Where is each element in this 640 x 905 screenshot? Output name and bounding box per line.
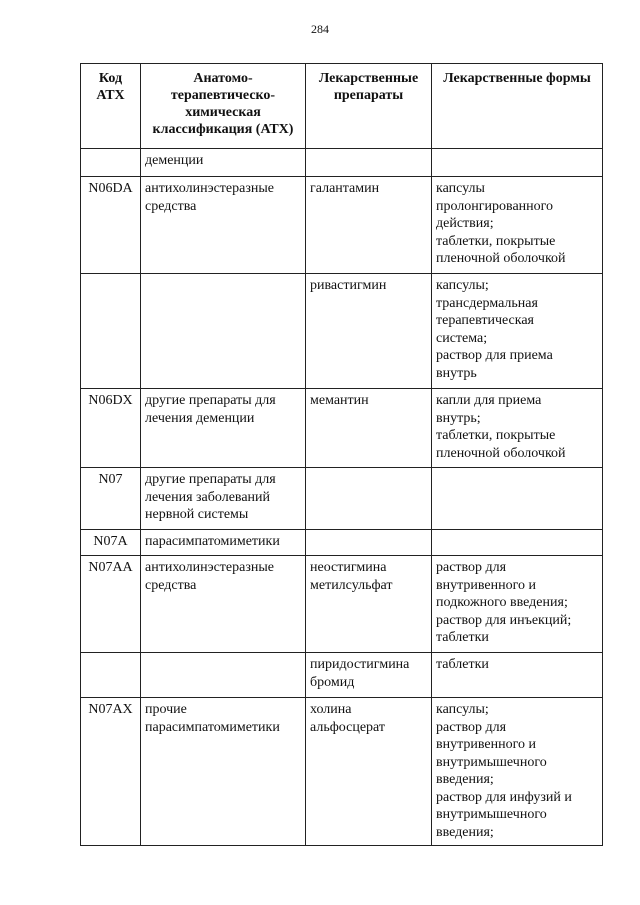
cell-drug [306,530,432,556]
cell-classification: парасимпатомиметики [141,530,306,556]
cell-code: N07AX [81,698,141,846]
cell-code [81,149,141,177]
cell-drug: мемантин [306,389,432,468]
table-row [81,389,603,468]
cell-forms [432,149,603,177]
cell-classification: антихолинэстеразные средства [141,177,306,274]
cell-code: N07 [81,468,141,530]
cell-forms [432,530,603,556]
cell-classification: другие препараты для лечения заболеваний нервной системы [141,468,306,530]
table-row [81,530,603,556]
cell-drug: холина альфосцерат [306,698,432,846]
header-drugs: Лекарственные препараты [306,64,432,149]
table-row [81,556,603,653]
cell-forms [432,468,603,530]
cell-forms: капли для приема внутрь; таблетки, покрытые пленочной оболочкой [432,389,603,468]
cell-code: N06DA [81,177,141,274]
atx-drug-table [80,63,603,846]
cell-classification [141,653,306,698]
table-header-row [81,64,603,149]
cell-drug [306,149,432,177]
table-row [81,653,603,698]
cell-classification: прочие парасимпатомиметики [141,698,306,846]
cell-code [81,653,141,698]
cell-code: N06DX [81,389,141,468]
cell-drug [306,468,432,530]
cell-drug: галантамин [306,177,432,274]
table-row [81,149,603,177]
cell-drug: пиридостигмина бромид [306,653,432,698]
page-number: 284 [311,22,329,36]
cell-classification: антихолинэстеразные средства [141,556,306,653]
table-row [81,468,603,530]
header-code: Код АТХ [81,64,141,149]
cell-forms: капсулы; раствор для внутривенного и внутримышечного введения; раствор для инфузий и внутримышечного введения; [432,698,603,846]
table-row [81,274,603,389]
cell-classification: другие препараты для лечения деменции [141,389,306,468]
cell-classification: деменции [141,149,306,177]
header-forms: Лекарственные формы [432,64,603,149]
cell-forms: таблетки [432,653,603,698]
header-classification: Анатомо- терапевтическо- химическая классификация (АТХ) [141,64,306,149]
cell-code: N07AA [81,556,141,653]
cell-code: N07A [81,530,141,556]
cell-drug: неостигмина метилсульфат [306,556,432,653]
cell-forms: раствор для внутривенного и подкожного введения; раствор для инъекций; таблетки [432,556,603,653]
table-row [81,698,603,846]
cell-forms: капсулы; трансдермальная терапевтическая система; раствор для приема внутрь [432,274,603,389]
cell-classification [141,274,306,389]
table-row [81,177,603,274]
cell-code [81,274,141,389]
cell-drug: ривастигмин [306,274,432,389]
cell-forms: капсулы пролонгированного действия; таблетки, покрытые пленочной оболочкой [432,177,603,274]
